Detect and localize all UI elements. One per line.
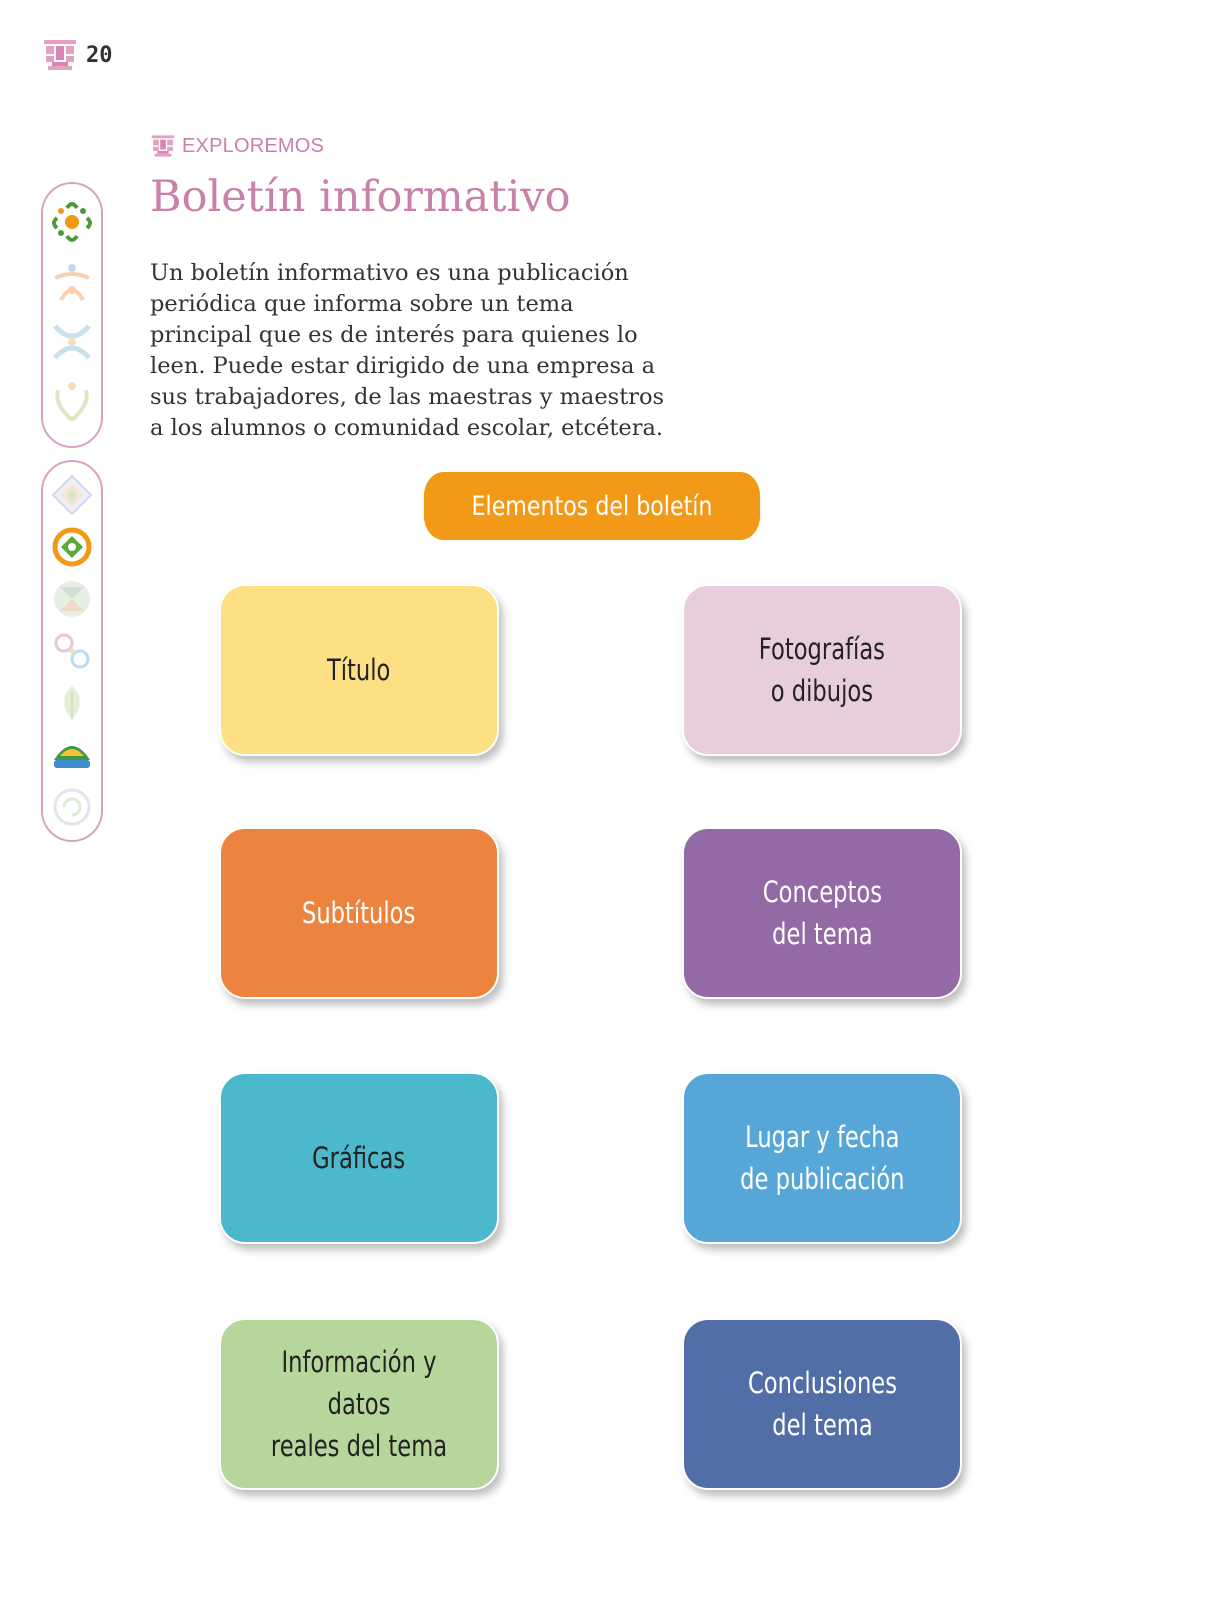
section-label-text: EXPLOREMOS xyxy=(182,134,325,157)
card-subtitulos xyxy=(219,827,499,999)
diagram-heading-text: Elementos del boletín xyxy=(471,490,713,522)
aztec-ornament-icon xyxy=(150,134,176,158)
page-header xyxy=(42,38,113,72)
card-label: Conclusiones del tema xyxy=(747,1366,897,1442)
card-conceptos xyxy=(682,827,962,999)
community-icon-active[interactable] xyxy=(49,198,95,246)
section-label xyxy=(150,134,324,158)
hourglass-icon[interactable] xyxy=(51,578,93,620)
card-label: Información y datos reales del tema xyxy=(270,1345,448,1463)
page-number: 20 xyxy=(86,42,113,68)
page-title: Boletín informativo xyxy=(150,172,571,222)
diagram-heading xyxy=(424,472,760,540)
card-label: Lugar y fecha de publicación xyxy=(739,1120,905,1196)
turtle-icon[interactable] xyxy=(50,734,94,774)
card-fotografias xyxy=(682,584,962,756)
community-icon-faded-1[interactable] xyxy=(49,260,95,308)
compass-icon[interactable] xyxy=(51,474,93,516)
intro-paragraph: Un boletín informativo es una publicación periódica que informa sobre un tema principal que es de interés para quienes lo leen. Puede estar dirigido de una empresa a sus trabajadores, de las maestras y maestros a los alumnos o comunidad escolar, etcétera. xyxy=(150,260,665,441)
side-rail-top xyxy=(41,182,103,448)
card-label: Conceptos del tema xyxy=(762,875,882,951)
card-titulo xyxy=(219,584,499,756)
card-label: Fotografías o dibujos xyxy=(758,632,886,708)
community-icon-faded-2[interactable] xyxy=(49,318,95,366)
card-label: Título xyxy=(327,653,391,687)
links-icon[interactable] xyxy=(51,630,93,672)
aztec-ornament-icon xyxy=(42,38,78,72)
card-informacion xyxy=(219,1318,499,1490)
card-graficas xyxy=(219,1072,499,1244)
community-icon-faded-3[interactable] xyxy=(49,376,95,426)
side-rail-bottom xyxy=(41,460,103,842)
card-lugar-fecha xyxy=(682,1072,962,1244)
card-label: Gráficas xyxy=(312,1141,406,1175)
card-label: Subtítulos xyxy=(302,896,416,930)
leaf-icon[interactable] xyxy=(51,682,93,724)
card-conclusiones xyxy=(682,1318,962,1490)
spiral-icon[interactable] xyxy=(51,786,93,828)
target-icon[interactable] xyxy=(51,526,93,568)
